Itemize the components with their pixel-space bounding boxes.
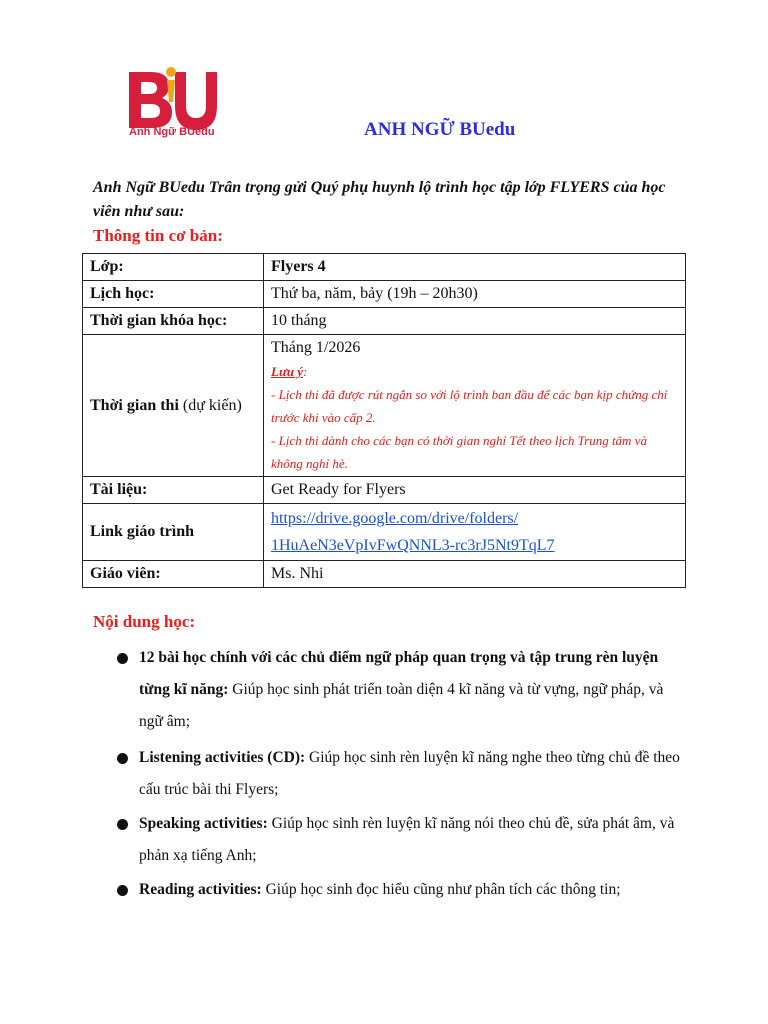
value-schedule: Thứ ba, năm, bảy (19h – 20h30) [264, 281, 686, 308]
note-line-2: - Lịch thi dành cho các bạn có thời gian nghỉ Tết theo lịch Trung tâm và không nghỉ hè. [271, 433, 647, 471]
list-item [115, 874, 685, 906]
exam-month: Tháng 1/2026 [271, 339, 361, 356]
content-heading: Nội dung học: [93, 612, 196, 631]
table-row [83, 477, 686, 504]
table-row [83, 504, 686, 561]
table-row [83, 254, 686, 281]
list-item [115, 642, 685, 738]
label-exam-time-suffix: (dự kiến) [182, 396, 242, 414]
bullet-icon [117, 885, 128, 896]
basic-info-table [82, 253, 686, 588]
logo-caption: Anh Ngữ BUedu [129, 126, 215, 138]
value-materials: Get Ready for Flyers [264, 477, 686, 504]
table-row [83, 335, 686, 477]
label-class: Lớp: [83, 254, 264, 281]
content-list [115, 642, 685, 906]
label-course-link: Link giáo trình [83, 504, 264, 561]
label-duration: Thời gian khóa học: [83, 308, 264, 335]
bullet-icon [117, 653, 128, 664]
label-exam-time-main: Thời gian thi [90, 396, 179, 414]
value-teacher: Ms. Nhi [264, 561, 686, 588]
exam-note [271, 360, 678, 475]
note-colon: : [302, 364, 308, 379]
item-bold: Speaking activities: [139, 815, 268, 832]
list-item [115, 808, 685, 872]
item-text: Giúp học sinh đọc hiểu cũng như phân tích các thông tin; [261, 881, 621, 898]
brand-title: ANH NGỮ BUedu [364, 119, 516, 140]
table-row [83, 308, 686, 335]
note-line-1: - Lịch thi đã được rút ngắn so với lộ trình ban đầu để các bạn kịp chứng chỉ trước khi vào cấp 2. [271, 387, 668, 425]
label-exam-time [83, 335, 264, 477]
item-text: Giúp học sinh phát triển toàn diện 4 kĩ năng và từ vựng, ngữ pháp, và ngữ âm; [139, 681, 664, 730]
bullet-icon [117, 819, 128, 830]
bullet-icon [117, 753, 128, 764]
value-duration: 10 tháng [264, 308, 686, 335]
logo-flame [166, 67, 176, 77]
logo-letter-u [175, 72, 217, 130]
item-bold: Listening activities (CD): [139, 749, 306, 766]
logo-letter-b [129, 72, 172, 128]
table-row [83, 561, 686, 588]
item-text: Giúp học sinh rèn luyện kĩ năng nói theo chủ đề, sửa phát âm, và phản xạ tiếng Anh; [139, 815, 675, 864]
basic-info-heading: Thông tin cơ bản: [93, 226, 223, 245]
value-course-link [264, 504, 686, 561]
value-class: Flyers 4 [264, 254, 686, 281]
label-teacher: Giáo viên: [83, 561, 264, 588]
value-exam-time [264, 335, 686, 477]
item-bold: 12 bài học chính với các chủ điểm ngữ pháp quan trọng và tập trung rèn luyện từng kĩ năng: [139, 649, 659, 698]
label-schedule: Lịch học: [83, 281, 264, 308]
note-label: Lưu ý [271, 364, 303, 379]
item-bold: Reading activities: [139, 881, 262, 898]
list-item [115, 742, 685, 806]
table-row [83, 281, 686, 308]
course-link-line-2[interactable]: 1HuAeN3eVpIvFwQNNL3-rc3rJ5Nt9TqL7 [271, 537, 555, 554]
intro-text: Anh Ngữ BUedu Trân trọng gửi Quý phụ huynh lộ trình học tập lớp FLYERS của học viên như sau: [93, 179, 666, 220]
course-link-line-1[interactable]: https://drive.google.com/drive/folders/ [271, 510, 519, 527]
item-text: Giúp học sinh rèn luyện kĩ năng nghe theo từng chủ đề theo cấu trúc bài thi Flyers; [139, 749, 680, 798]
label-materials: Tài liệu: [83, 477, 264, 504]
